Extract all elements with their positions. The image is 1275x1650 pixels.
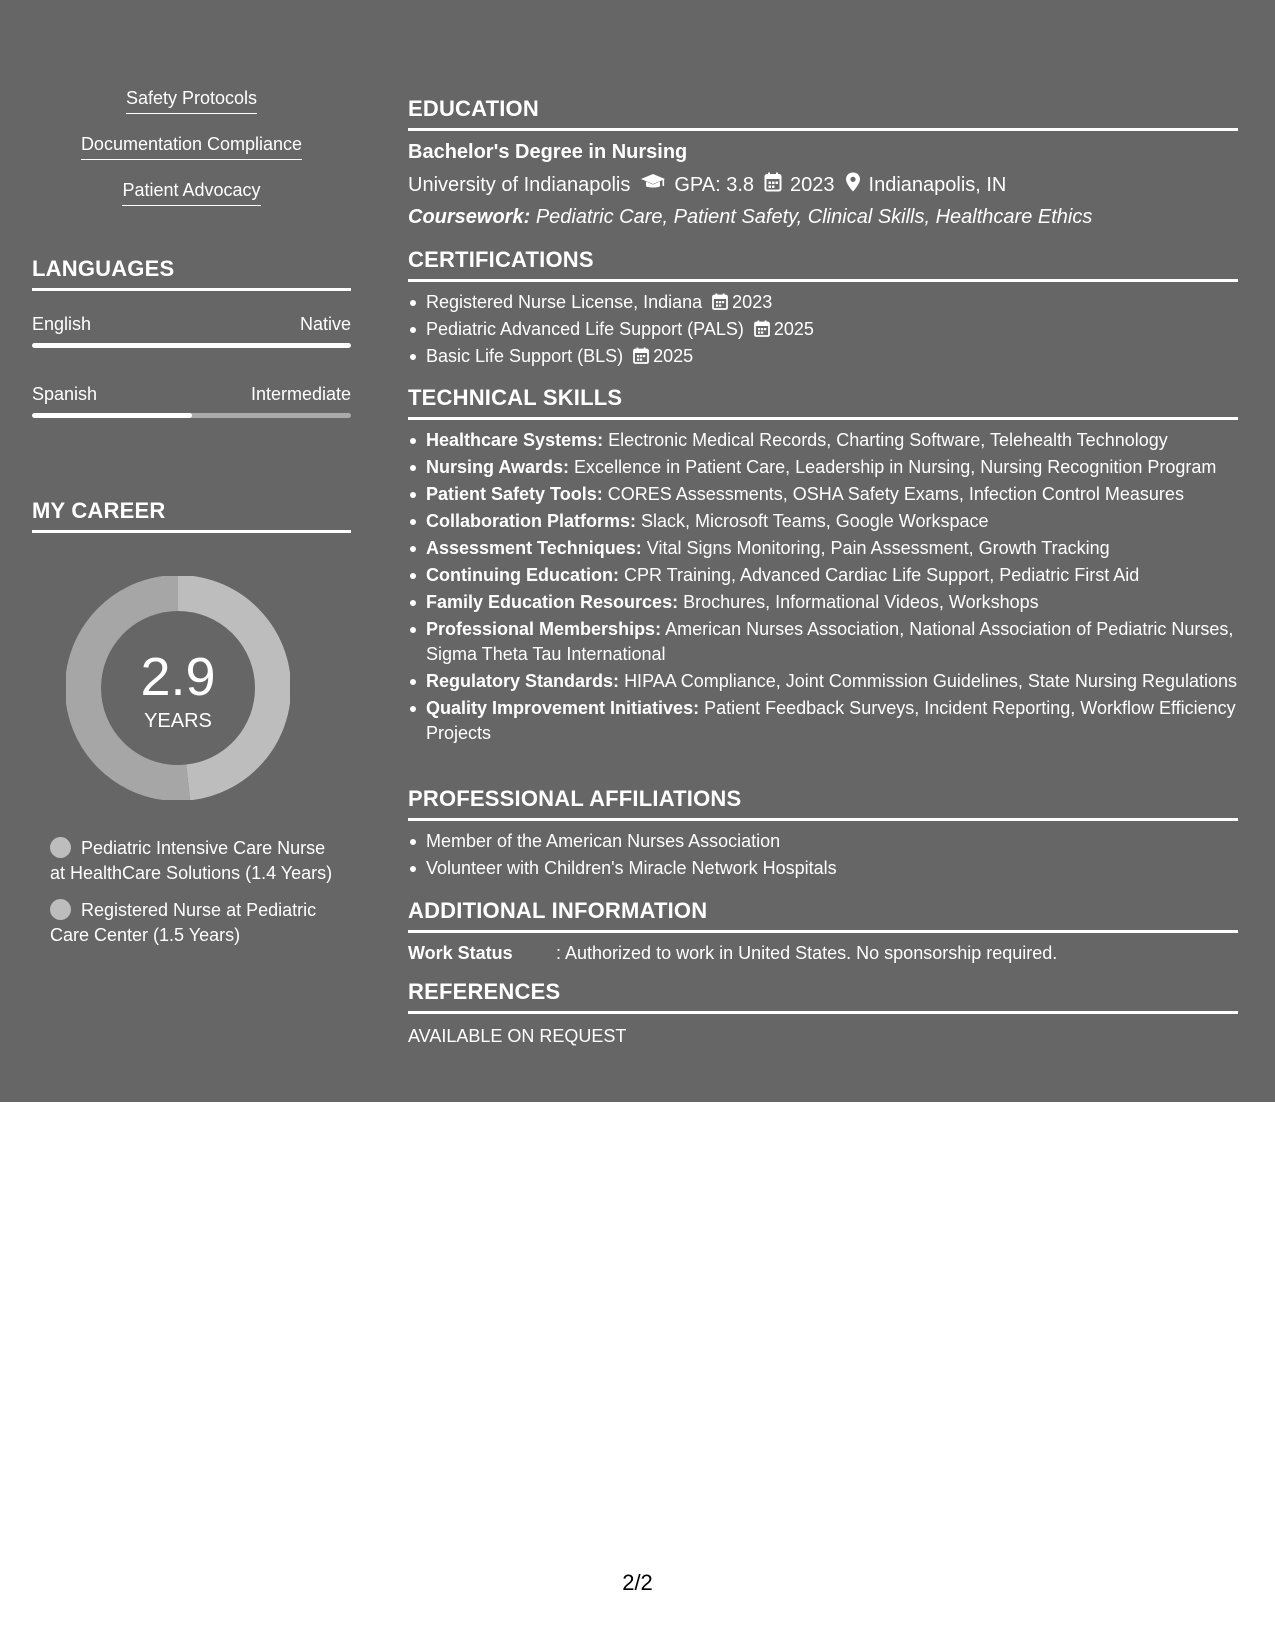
skill-category: Professional Memberships: <box>426 619 662 639</box>
technical-skills-list <box>408 428 1238 746</box>
technical-skills-heading: TECHNICAL SKILLS <box>408 385 1238 420</box>
language-item <box>32 384 351 418</box>
skill-detail: Excellence in Patient Care, Leadership in Nursing, Nursing Recognition Program <box>574 457 1217 477</box>
technical-skill-item <box>408 455 1238 480</box>
references-text: AVAILABLE ON REQUEST <box>408 1026 627 1046</box>
skill-detail: American Nurses Association, National Association of Pediatric Nurses, Sigma Theta Tau International <box>426 619 1234 664</box>
certification-item <box>408 290 1238 315</box>
language-bar <box>32 343 351 348</box>
technical-skill-item <box>408 617 1238 667</box>
skill-category: Regulatory Standards: <box>426 671 620 691</box>
education-section <box>408 96 1238 229</box>
affiliations-heading: PROFESSIONAL AFFILIATIONS <box>408 786 1238 821</box>
affiliations-section <box>408 786 1238 883</box>
work-status-row <box>408 943 1238 964</box>
certification-year: 2025 <box>773 319 814 339</box>
career-legend-item <box>50 836 340 886</box>
skill-category: Collaboration Platforms: <box>426 511 637 531</box>
certification-name: Basic Life Support (BLS) <box>426 346 624 366</box>
calendar-icon <box>764 172 782 198</box>
skill-detail: CORES Assessments, OSHA Safety Exams, Infection Control Measures <box>607 484 1184 504</box>
career-legend-label: Pediatric Intensive Care Nurse at HealthCare Solutions (1.4 Years) <box>50 838 333 883</box>
certification-name: Registered Nurse License, Indiana <box>426 292 703 312</box>
affiliation-item: Volunteer with Children's Miracle Network Hospitals <box>408 856 1238 881</box>
calendar-icon <box>754 320 770 337</box>
skill-detail: Vital Signs Monitoring, Pain Assessment, Growth Tracking <box>646 538 1110 558</box>
technical-skill-item <box>408 696 1238 746</box>
skill-detail: Slack, Microsoft Teams, Google Workspace <box>641 511 989 531</box>
language-name: Spanish <box>32 384 98 404</box>
affiliations-list <box>408 829 1238 881</box>
references-heading: REFERENCES <box>408 979 1238 1014</box>
career-legend-item <box>50 898 340 948</box>
technical-skill-item <box>408 428 1238 453</box>
certification-year: 2023 <box>732 292 773 312</box>
work-status-value: : Authorized to work in United States. No sponsorship required. <box>556 943 1058 963</box>
calendar-icon <box>712 293 728 310</box>
skill-category: Healthcare Systems: <box>426 430 604 450</box>
education-gpa: GPA: 3.8 <box>674 173 755 196</box>
skill-detail: CPR Training, Advanced Cardiac Life Support, Pediatric First Aid <box>623 565 1140 585</box>
language-level: Intermediate <box>250 384 351 404</box>
language-bar-fill <box>32 343 351 348</box>
education-school: University of Indianapolis <box>408 173 631 196</box>
skill-category: Continuing Education: <box>426 565 619 585</box>
education-degree: Bachelor's Degree in Nursing <box>408 141 688 163</box>
education-heading: EDUCATION <box>408 96 1238 131</box>
language-item <box>32 314 351 348</box>
skill-category: Nursing Awards: <box>426 457 570 477</box>
skill-detail: Brochures, Informational Videos, Workshops <box>683 592 1039 612</box>
skill-tag: Safety Protocols <box>126 88 257 114</box>
education-year: 2023 <box>790 173 835 196</box>
legend-dot-icon <box>50 837 71 858</box>
career-total-years: 2.9 <box>140 647 216 707</box>
skill-detail: Patient Feedback Surveys, Incident Reporting, Workflow Efficiency Projects <box>426 698 1236 743</box>
technical-skills-section <box>408 385 1238 748</box>
skill-tags <box>32 88 351 226</box>
legend-dot-icon <box>50 899 71 920</box>
language-level: Native <box>299 314 351 334</box>
career-donut-label <box>66 576 290 800</box>
skill-detail: Electronic Medical Records, Charting Software, Telehealth Technology <box>608 430 1168 450</box>
location-pin-icon <box>845 172 861 198</box>
technical-skill-item <box>408 590 1238 615</box>
certifications-heading: CERTIFICATIONS <box>408 247 1238 282</box>
language-bar-fill <box>32 413 192 418</box>
language-name: English <box>32 314 92 334</box>
work-status-label: Work Status <box>408 943 513 963</box>
skill-category: Quality Improvement Initiatives: <box>426 698 700 718</box>
education-coursework <box>408 206 1238 229</box>
calendar-icon <box>633 347 649 364</box>
technical-skill-item <box>408 509 1238 534</box>
certification-name: Pediatric Advanced Life Support (PALS) <box>426 319 744 339</box>
additional-info-section <box>408 898 1238 964</box>
languages-heading: LANGUAGES <box>32 256 351 291</box>
technical-skill-item <box>408 536 1238 561</box>
references-section <box>408 979 1238 1047</box>
certifications-section <box>408 247 1238 371</box>
skill-tag: Documentation Compliance <box>81 134 302 160</box>
skill-category: Family Education Resources: <box>426 592 679 612</box>
certifications-list <box>408 290 1238 369</box>
coursework-text: Pediatric Care, Patient Safety, Clinical Skills, Healthcare Ethics <box>535 206 1093 228</box>
career-legend-label: Registered Nurse at Pediatric Care Center (1.5 Years) <box>50 900 317 945</box>
career-years-unit: YEARS <box>144 710 212 732</box>
career-legend <box>50 836 340 960</box>
skill-detail: HIPAA Compliance, Joint Commission Guidelines, State Nursing Regulations <box>624 671 1238 691</box>
skill-category: Patient Safety Tools: <box>426 484 603 504</box>
certification-item <box>408 344 1238 369</box>
certification-year: 2025 <box>653 346 694 366</box>
technical-skill-item <box>408 482 1238 507</box>
affiliation-item: Member of the American Nurses Association <box>408 829 1238 854</box>
skill-tag: Patient Advocacy <box>122 180 260 206</box>
career-heading: MY CAREER <box>32 498 351 533</box>
coursework-label: Coursework: <box>408 206 531 228</box>
education-location: Indianapolis, IN <box>868 173 1007 196</box>
language-bar <box>32 413 351 418</box>
technical-skill-item <box>408 669 1238 694</box>
graduation-cap-icon <box>640 173 666 197</box>
technical-skill-item <box>408 563 1238 588</box>
page-number: 2/2 <box>622 1570 653 1595</box>
education-meta <box>408 172 1238 198</box>
additional-info-heading: ADDITIONAL INFORMATION <box>408 898 1238 933</box>
certification-item <box>408 317 1238 342</box>
skill-category: Assessment Techniques: <box>426 538 642 558</box>
